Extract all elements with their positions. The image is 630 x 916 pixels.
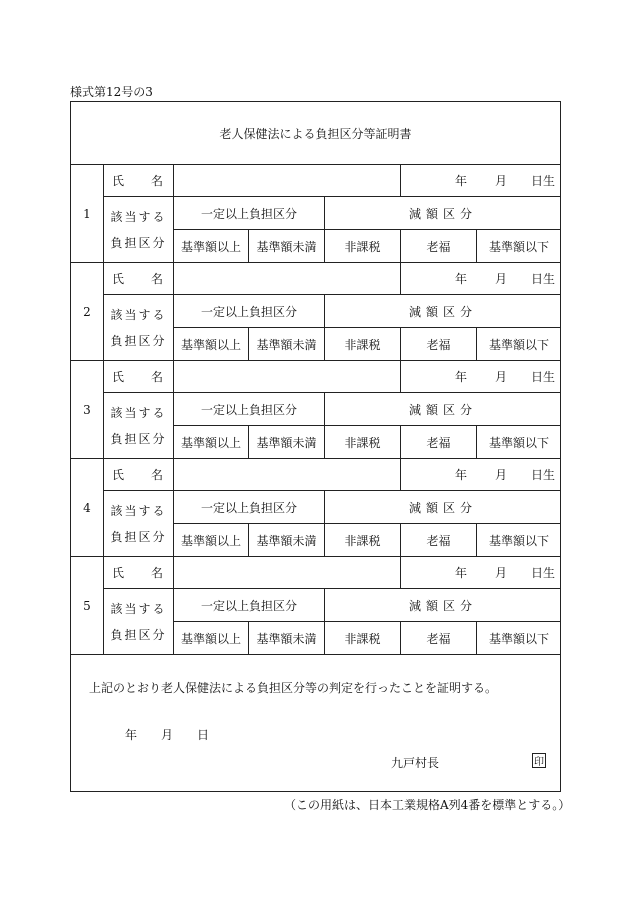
name-label — [104, 263, 174, 295]
gaitou-line: 該当する — [110, 405, 167, 420]
gaitou-line: 負担区分 — [110, 333, 167, 348]
option-above-standard[interactable]: 基準額以上 — [174, 622, 249, 654]
person-block — [71, 557, 560, 655]
row-number: 2 — [71, 263, 104, 360]
reduction-category-header: 減額区分 — [325, 295, 561, 328]
option-below-standard[interactable]: 基準額未満 — [249, 328, 325, 360]
applicable-category-label — [104, 295, 174, 360]
name-field[interactable] — [174, 361, 401, 393]
above-certain-burden-header: 一定以上負担区分 — [174, 197, 325, 230]
option-tax-exempt[interactable]: 非課税 — [325, 426, 401, 458]
birth-date-field[interactable] — [401, 557, 561, 589]
option-elderly-welfare[interactable]: 老福 — [401, 328, 477, 360]
form-title: 老人保健法による負担区分等証明書 — [71, 102, 560, 165]
reduction-category-header: 減額区分 — [325, 393, 561, 426]
person-block — [71, 459, 560, 557]
gaitou-line: 該当する — [110, 209, 167, 224]
gaitou-line: 該当する — [110, 307, 167, 322]
option-above-standard[interactable]: 基準額以上 — [174, 328, 249, 360]
reduction-category-header: 減額区分 — [325, 197, 561, 230]
date-day: 日生 — [530, 566, 555, 580]
above-certain-burden-header: 一定以上負担区分 — [174, 589, 325, 622]
option-elderly-welfare[interactable]: 老福 — [401, 622, 477, 654]
date-month: 月 — [494, 370, 507, 384]
name-label — [104, 557, 174, 589]
option-below-standard[interactable]: 基準額未満 — [249, 230, 325, 262]
certification-text: 上記のとおり老人保健法による負担区分等の判定を行ったことを証明する。 — [89, 681, 498, 695]
option-standard-or-less[interactable]: 基準額以下 — [488, 631, 549, 646]
date-year: 年 — [454, 468, 467, 482]
option-standard-or-less[interactable]: 基準額以下 — [488, 337, 549, 352]
date-month: 月 — [494, 174, 507, 188]
name-field[interactable] — [174, 165, 401, 197]
name-label-char: 氏 — [112, 468, 125, 482]
option-below-standard[interactable]: 基準額未満 — [249, 426, 325, 458]
name-label-char: 氏 — [112, 370, 125, 384]
name-field[interactable] — [174, 263, 401, 295]
name-field[interactable] — [174, 557, 401, 589]
name-label-char: 名 — [150, 272, 163, 286]
option-tax-exempt[interactable]: 非課税 — [325, 230, 401, 262]
name-label-char: 氏 — [112, 174, 125, 188]
certificate-form — [70, 101, 561, 792]
seal-mark: 印 — [532, 753, 546, 768]
date-day: 日生 — [530, 174, 555, 188]
row-number: 1 — [71, 165, 104, 262]
date-day: 日生 — [530, 468, 555, 482]
applicable-category-label — [104, 393, 174, 458]
above-certain-burden-header: 一定以上負担区分 — [174, 295, 325, 328]
option-below-standard[interactable]: 基準額未満 — [249, 622, 325, 654]
option-above-standard[interactable]: 基準額以上 — [174, 230, 249, 262]
applicable-category-label — [104, 491, 174, 556]
signer-title: 九戸村長 — [391, 756, 440, 770]
name-label-char: 氏 — [112, 272, 125, 286]
name-label-char: 氏 — [112, 566, 125, 580]
name-label-char: 名 — [150, 566, 163, 580]
above-certain-burden-header: 一定以上負担区分 — [174, 491, 325, 524]
date-year: 年 — [454, 272, 467, 286]
reduction-category-header: 減額区分 — [325, 491, 561, 524]
name-label — [104, 459, 174, 491]
reduction-category-header: 減額区分 — [325, 589, 561, 622]
birth-date-field[interactable] — [401, 165, 561, 197]
option-above-standard[interactable]: 基準額以上 — [174, 524, 249, 556]
cert-date-year: 年 — [125, 728, 138, 742]
person-block — [71, 263, 560, 361]
name-label-char: 名 — [150, 468, 163, 482]
date-day: 日生 — [530, 370, 555, 384]
footnote: （この用紙は、日本工業規格A列4番を標準とする。） — [284, 798, 571, 812]
option-below-standard[interactable]: 基準額未満 — [249, 524, 325, 556]
gaitou-line: 該当する — [110, 601, 167, 616]
option-elderly-welfare[interactable]: 老福 — [401, 524, 477, 556]
applicable-category-label — [104, 197, 174, 262]
row-number: 4 — [71, 459, 104, 556]
person-block — [71, 165, 560, 263]
above-certain-burden-header: 一定以上負担区分 — [174, 393, 325, 426]
name-field[interactable] — [174, 459, 401, 491]
birth-date-field[interactable] — [401, 361, 561, 393]
date-year: 年 — [454, 370, 467, 384]
date-day: 日生 — [530, 272, 555, 286]
option-tax-exempt[interactable]: 非課税 — [325, 622, 401, 654]
name-label-char: 名 — [150, 370, 163, 384]
option-elderly-welfare[interactable]: 老福 — [401, 426, 477, 458]
row-number: 5 — [71, 557, 104, 654]
birth-date-field[interactable] — [401, 459, 561, 491]
gaitou-line: 負担区分 — [110, 235, 167, 250]
cert-date-month: 月 — [161, 728, 174, 742]
form-number: 様式第12号の3 — [70, 85, 153, 99]
gaitou-line: 該当する — [110, 503, 167, 518]
date-year: 年 — [454, 566, 467, 580]
name-label — [104, 361, 174, 393]
person-block — [71, 361, 560, 459]
name-label-char: 名 — [150, 174, 163, 188]
option-standard-or-less[interactable]: 基準額以下 — [488, 533, 549, 548]
date-month: 月 — [494, 566, 507, 580]
date-month: 月 — [494, 272, 507, 286]
date-month: 月 — [494, 468, 507, 482]
cert-date-day: 日 — [197, 728, 210, 742]
name-label — [104, 165, 174, 197]
option-tax-exempt[interactable]: 非課税 — [325, 328, 401, 360]
option-elderly-welfare[interactable]: 老福 — [401, 230, 477, 262]
birth-date-field[interactable] — [401, 263, 561, 295]
gaitou-line: 負担区分 — [110, 627, 167, 642]
gaitou-line: 負担区分 — [110, 529, 167, 544]
row-number: 3 — [71, 361, 104, 458]
option-standard-or-less[interactable]: 基準額以下 — [488, 435, 549, 450]
certification-date — [125, 726, 209, 743]
option-tax-exempt[interactable]: 非課税 — [325, 524, 401, 556]
option-standard-or-less[interactable]: 基準額以下 — [488, 239, 549, 254]
date-year: 年 — [454, 174, 467, 188]
gaitou-line: 負担区分 — [110, 431, 167, 446]
option-above-standard[interactable]: 基準額以上 — [174, 426, 249, 458]
applicable-category-label — [104, 589, 174, 654]
